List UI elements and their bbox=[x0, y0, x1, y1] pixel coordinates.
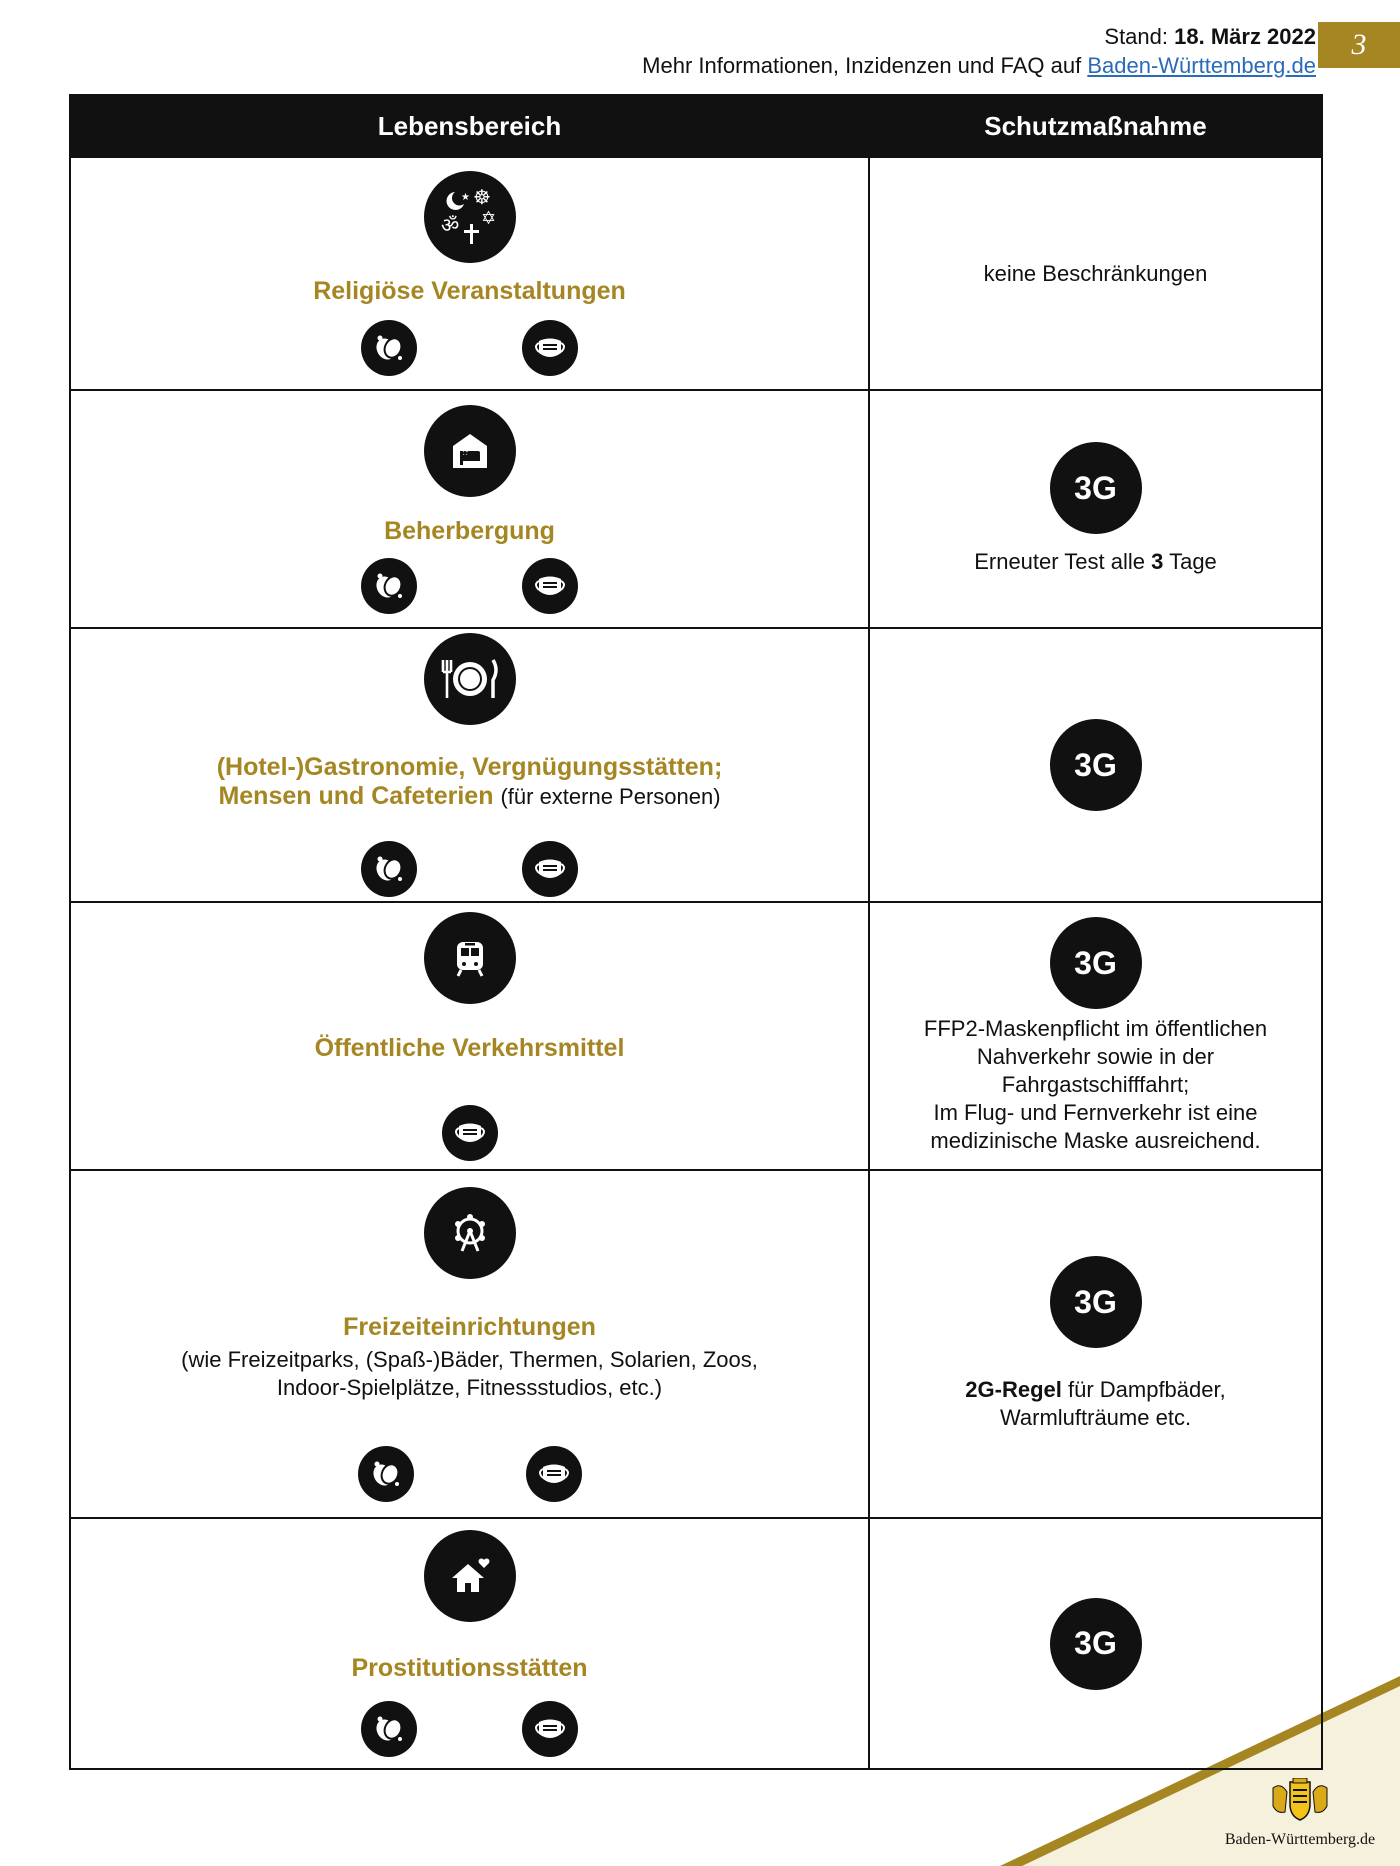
religion-symbols-icon bbox=[424, 171, 516, 263]
row-title: Öffentliche Verkehrsmittel bbox=[314, 1033, 625, 1062]
hand-washing-icon bbox=[361, 841, 417, 897]
stand-label: Stand: bbox=[1104, 24, 1168, 49]
measure-text: keine Beschränkungen bbox=[983, 260, 1208, 286]
3g-badge: 3G bbox=[1050, 719, 1142, 811]
measure-note: FFP2-Maskenpflicht im öffentlichen Nahverkehr sowie in der Fahrgastschifffahrt; Im Flug- und Fernverkehr ist eine medizinische Maske ausreichend. bbox=[923, 1016, 1268, 1153]
row-title: Prostitutionsstätten bbox=[351, 1654, 588, 1682]
table-row bbox=[70, 902, 1322, 1170]
face-mask-icon bbox=[522, 841, 578, 897]
train-icon bbox=[424, 912, 516, 1004]
ferris-wheel-icon bbox=[424, 1187, 516, 1279]
hotel-bed-icon bbox=[424, 405, 516, 497]
table-row bbox=[70, 1518, 1322, 1769]
face-mask-icon bbox=[442, 1105, 498, 1161]
svg-text:★: ★ bbox=[460, 192, 470, 203]
stand-date: 18. März 2022 bbox=[1174, 24, 1316, 49]
document-header bbox=[642, 22, 1316, 80]
svg-text:ॐ: ॐ bbox=[440, 213, 459, 237]
table-row bbox=[70, 1170, 1322, 1518]
hand-washing-icon bbox=[361, 1701, 417, 1757]
row-title: Beherbergung bbox=[384, 516, 555, 545]
3g-badge: 3G bbox=[1050, 1256, 1142, 1348]
house-heart-icon bbox=[424, 1530, 516, 1622]
svg-text:☸: ☸ bbox=[472, 185, 491, 209]
hand-washing-icon bbox=[358, 1446, 414, 1502]
row-title: Freizeiteinrichtungen bbox=[343, 1312, 596, 1341]
row-title-note: (für externe Personen) bbox=[500, 784, 721, 809]
table-row bbox=[70, 157, 1322, 390]
logo-text: Baden-Württemberg.de bbox=[1224, 1831, 1376, 1848]
face-mask-icon bbox=[522, 1701, 578, 1757]
row-title: Religiöse Veranstaltungen bbox=[313, 277, 626, 305]
row-subtitle-line2: Indoor-Spielplätze, Fitnessstudios, etc.) bbox=[276, 1374, 663, 1400]
3g-badge: 3G bbox=[1050, 917, 1142, 1009]
plate-cutlery-icon bbox=[424, 633, 516, 725]
measure-note: Erneuter Test alle 3 Tage bbox=[974, 549, 1217, 574]
state-logo bbox=[1200, 1778, 1400, 1849]
row-title-line2: Mensen und Cafeterien bbox=[218, 782, 494, 810]
face-mask-icon bbox=[526, 1446, 582, 1502]
table-row bbox=[70, 628, 1322, 902]
info-text: Mehr Informationen, Inzidenzen und FAQ auf bbox=[642, 53, 1082, 78]
table-row bbox=[70, 390, 1322, 628]
column-header-lebensbereich: Lebensbereich bbox=[70, 95, 869, 157]
3g-badge: 3G bbox=[1050, 1598, 1142, 1690]
row-subtitle-line1: (wie Freizeitparks, (Spaß-)Bäder, Thermen, Solarien, Zoos, bbox=[181, 1346, 758, 1372]
measures-table bbox=[69, 94, 1323, 1770]
hand-washing-icon bbox=[361, 558, 417, 614]
page-number: 3 bbox=[1318, 22, 1400, 68]
row-title-line1: (Hotel-)Gastronomie, Vergnügungsstätten; bbox=[216, 753, 723, 781]
face-mask-icon bbox=[522, 558, 578, 614]
coat-of-arms-icon bbox=[1265, 1778, 1335, 1824]
3g-badge: 3G bbox=[1050, 442, 1142, 534]
info-link[interactable]: Baden-Württemberg.de bbox=[1087, 53, 1316, 78]
column-header-schutzmassnahme: Schutzmaßnahme bbox=[869, 95, 1322, 157]
hand-washing-icon bbox=[361, 320, 417, 376]
measure-note: 2G-Regel für Dampfbäder, Warmlufträume etc. bbox=[965, 1377, 1226, 1430]
face-mask-icon bbox=[522, 320, 578, 376]
svg-text:✡: ✡ bbox=[480, 208, 496, 229]
